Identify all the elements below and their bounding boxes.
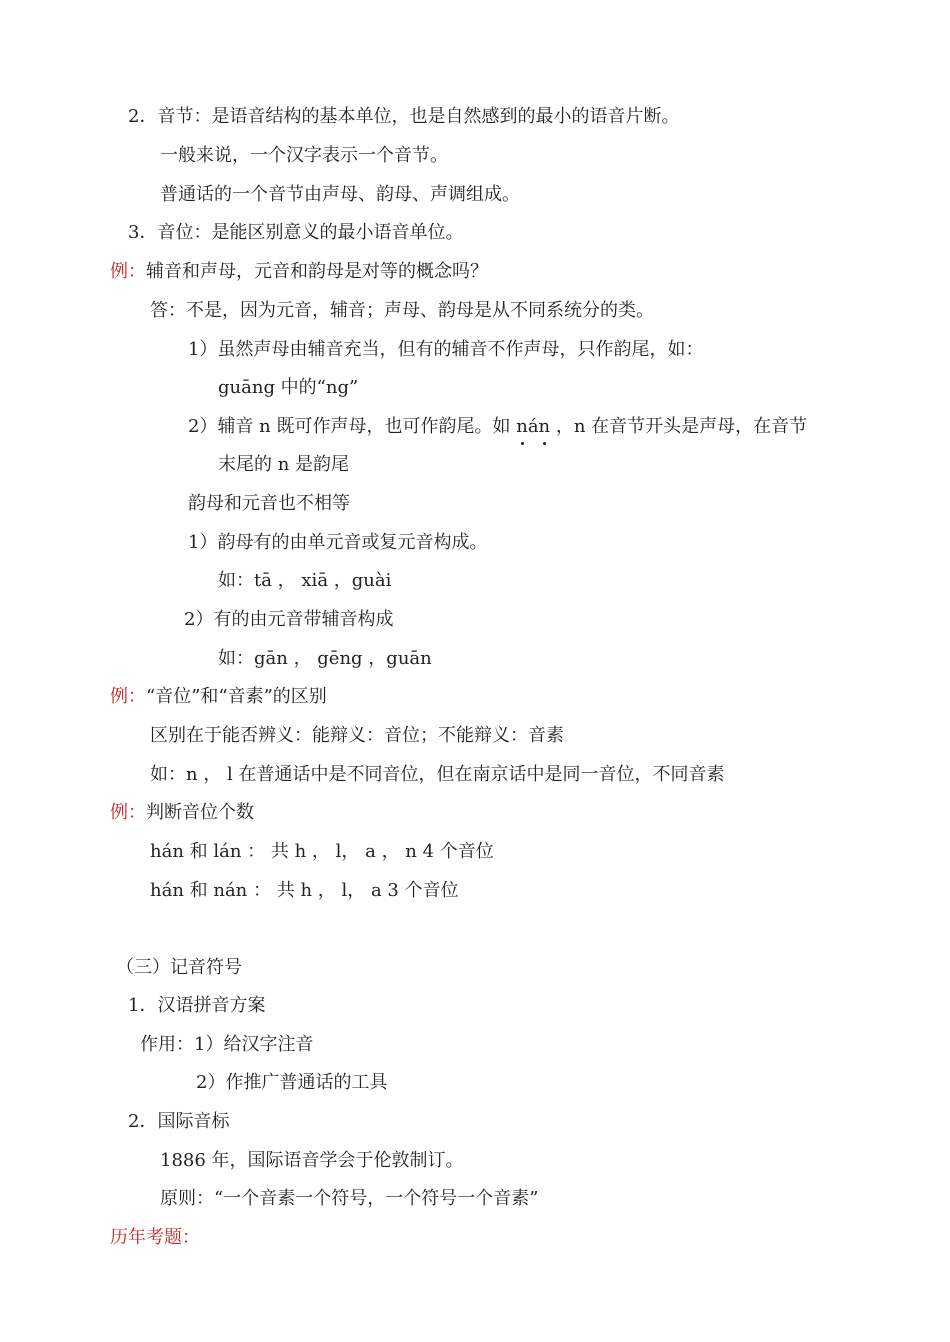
pinyin-use-2: 2）作推广普通话的工具 — [196, 1072, 388, 1093]
example-label: 例： — [110, 686, 146, 707]
syllable-note-1: 一般来说，一个汉字表示一个音节。 — [160, 145, 448, 166]
pinyin-use-1: 作用：1）给汉字注音 — [140, 1034, 314, 1055]
ipa-principle: 原则：“一个音素一个符号，一个符号一个音素” — [160, 1188, 539, 1209]
phoneme-definition: 3．音位：是能区别意义的最小语音单位。 — [128, 222, 464, 243]
example-label: 例： — [110, 802, 146, 823]
ipa-heading: 2．国际音标 — [128, 1111, 230, 1132]
example-topic: 判断音位个数 — [146, 802, 254, 823]
example-1 — [110, 260, 488, 284]
difference-line: 区别在于能否辨义：能辩义：音位；不能辩义：音素 — [150, 725, 564, 746]
example-label: 例： — [110, 261, 146, 282]
syllable-definition: 2．音节：是语音结构的基本单位，也是自然感到的最小的语音片断。 — [128, 106, 680, 127]
dotted-n-final: n — [538, 416, 551, 437]
dotted-n-initial: n — [516, 416, 528, 437]
difference-example: 如：n ， l 在普通话中是不同音位，但在南京话中是同一音位，不同音素 — [150, 764, 725, 785]
final-point-2: 2）有的由元音带辅音构成 — [184, 609, 394, 630]
point-2-continued: 末尾的 n 是韵尾 — [218, 454, 350, 475]
final-point-1-example: 如：tā ， xiā ，guài — [218, 570, 392, 591]
final-point-1: 1）韵母有的由单元音或复元音构成。 — [188, 532, 488, 553]
syllable-note-2: 普通话的一个音节由声母、韵母、声调组成。 — [160, 184, 520, 205]
final-vs-vowel: 韵母和元音也不相等 — [188, 493, 350, 514]
answer-line: 答：不是，因为元音，辅音；声母、韵母是从不同系统分的类。 — [150, 300, 654, 321]
example-3 — [110, 801, 254, 825]
point-1-example: guāng 中的“ng” — [218, 377, 359, 398]
point-2: 2）辅音 n 既可作声母，也可作韵尾。如 nán ，n 在音节开头是声母，在音节 — [188, 416, 808, 437]
example-topic: “音位”和“音素”的区别 — [146, 686, 327, 707]
example-question: 辅音和声母，元音和韵母是对等的概念吗？ — [146, 261, 488, 282]
ipa-history: 1886 年，国际语音学会于伦敦制订。 — [160, 1150, 464, 1171]
example-2 — [110, 685, 327, 709]
pinyin-heading: 1．汉语拼音方案 — [128, 995, 266, 1016]
section-heading: （三）记音符号 — [116, 957, 242, 978]
phoneme-count-2: hán 和 nán ： 共 h ， l， a 3 个音位 — [150, 880, 459, 901]
past-exam-heading: 历年考题： — [110, 1227, 200, 1248]
point-1: 1）虽然声母由辅音充当，但有的辅音不作声母，只作韵尾，如： — [188, 339, 704, 360]
phoneme-count-1: hán 和 lán ： 共 h ， l， a ， n 4 个音位 — [150, 841, 494, 862]
final-point-2-example: 如：gān ， gēng ，guān — [218, 648, 432, 669]
